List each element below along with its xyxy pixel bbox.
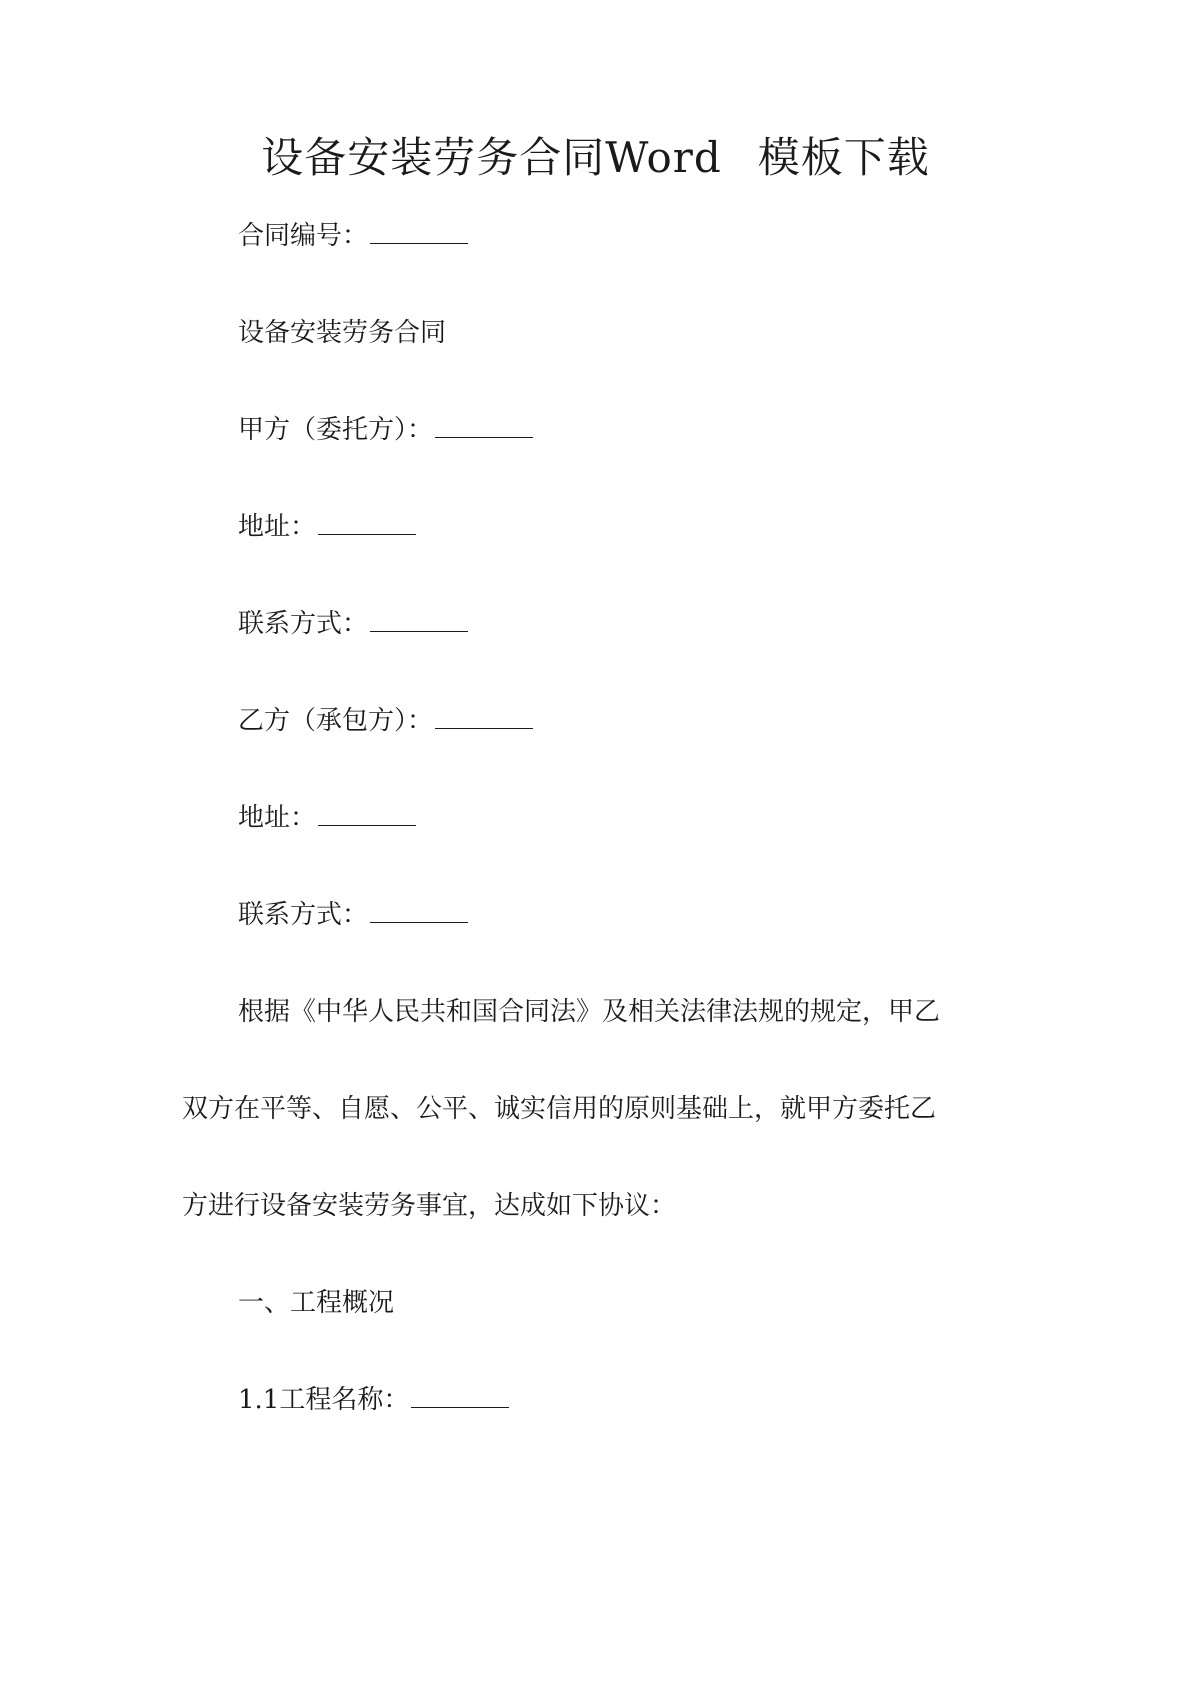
contract-number-label: 合同编号： [238, 221, 369, 251]
party-b-contact-label: 联系方式： [238, 900, 369, 930]
party-a-address-label: 地址： [238, 512, 317, 542]
title-main: 设备安装劳务合同Word [261, 133, 722, 182]
party-b-blank[interactable] [435, 702, 533, 729]
contract-subtitle [238, 313, 446, 353]
party-a-label: 甲方（委托方）： [238, 415, 434, 445]
party-b-contact-blank[interactable] [370, 896, 468, 923]
party-b-address-label: 地址： [238, 803, 317, 833]
party-a-contact-label: 联系方式： [238, 609, 369, 639]
document-title [0, 128, 1191, 188]
party-b-address-blank[interactable] [318, 799, 416, 826]
contract-subtitle-text: 设备安装劳务合同 [238, 318, 447, 348]
party-a-contact-line [238, 604, 468, 644]
project-name-label: 1.1工程名称： [238, 1385, 410, 1415]
party-b-label: 乙方（承包方）： [238, 706, 434, 736]
party-b-line [238, 701, 533, 741]
preamble-line-2: 双方在平等、自愿、公平、诚实信用的原则基础上，就甲方委托乙 [182, 1094, 937, 1124]
contract-number-line [238, 216, 468, 256]
contract-number-blank[interactable] [370, 217, 468, 244]
party-a-line [238, 410, 533, 450]
party-b-contact-line [238, 895, 468, 935]
party-a-blank[interactable] [435, 411, 533, 438]
preamble-line-1: 根据《中华人民共和国合同法》及相关法律法规的规定，甲乙 [238, 997, 941, 1027]
section-1-heading: 一、工程概况 [238, 1288, 395, 1318]
party-a-address-line [238, 507, 416, 547]
project-name-blank[interactable] [411, 1381, 509, 1408]
party-b-address-line [238, 798, 416, 838]
preamble-line-3: 方进行设备安装劳务事宜，达成如下协议： [182, 1191, 677, 1221]
project-name-line [238, 1380, 509, 1420]
party-a-address-blank[interactable] [318, 508, 416, 535]
party-a-contact-blank[interactable] [370, 605, 468, 632]
title-suffix: 模板下载 [757, 133, 930, 182]
